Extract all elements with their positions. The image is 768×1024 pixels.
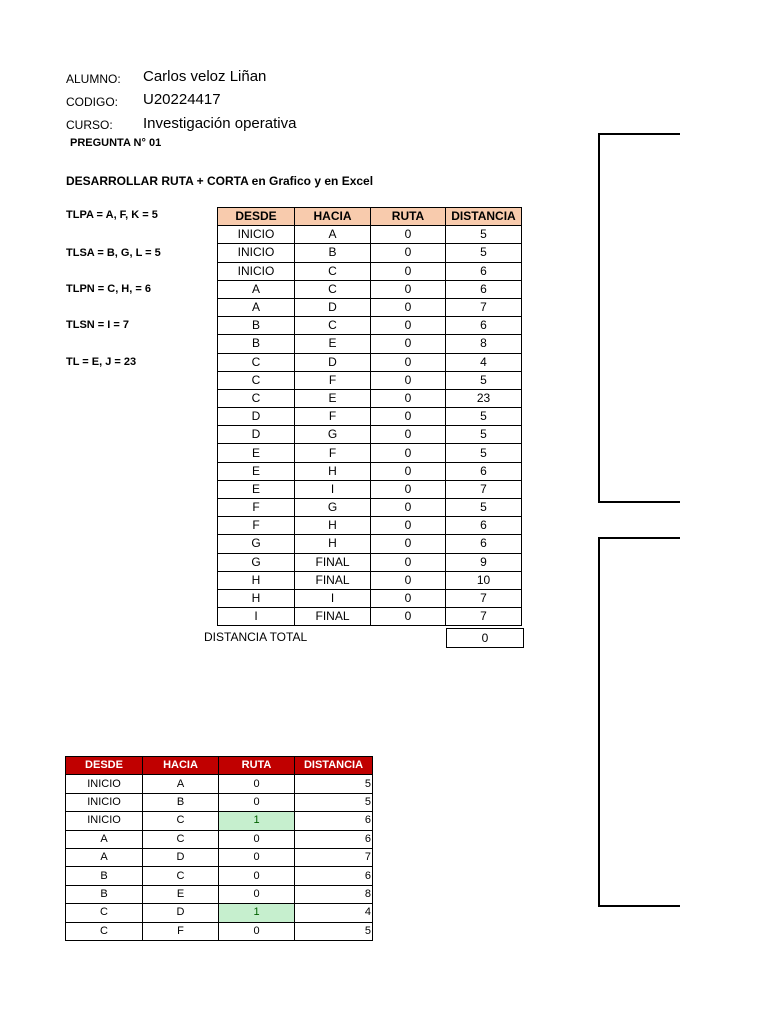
cell-distancia: 8	[295, 885, 373, 903]
cell-hacia: E	[143, 885, 219, 903]
cell-ruta: 0	[371, 571, 446, 589]
shape-box-top	[598, 133, 680, 503]
total-value: 0	[446, 628, 524, 648]
cell-distancia: 6	[446, 535, 522, 553]
cell-distancia: 7	[446, 589, 522, 607]
cell-ruta: 0	[371, 535, 446, 553]
table-row	[218, 426, 522, 444]
curso-label: CURSO:	[66, 118, 113, 132]
note-tlsa: TLSA = B, G, L = 5	[66, 247, 161, 259]
cell-desde: INICIO	[218, 244, 295, 262]
cell-hacia: D	[295, 353, 371, 371]
cell-ruta: 0	[371, 589, 446, 607]
cell-desde: A	[218, 298, 295, 316]
cell-ruta: 0	[371, 226, 446, 244]
cell-distancia: 5	[446, 499, 522, 517]
cell-hacia: H	[295, 535, 371, 553]
col-distancia: DISTANCIA	[446, 208, 522, 226]
table-row	[218, 553, 522, 571]
cell-hacia: G	[295, 499, 371, 517]
cell-hacia: F	[295, 444, 371, 462]
cell-desde: B	[66, 885, 143, 903]
cell-distancia: 5	[295, 793, 373, 811]
cell-ruta: 1	[219, 812, 295, 830]
cell-hacia: B	[143, 793, 219, 811]
cell-distancia: 6	[446, 517, 522, 535]
table-row	[66, 922, 373, 940]
col-ruta: RUTA	[371, 208, 446, 226]
cell-desde: D	[218, 408, 295, 426]
table-row	[218, 389, 522, 407]
cell-hacia: H	[295, 462, 371, 480]
cell-distancia: 5	[446, 426, 522, 444]
cell-desde: B	[66, 867, 143, 885]
cell-hacia: D	[143, 904, 219, 922]
table-row	[66, 904, 373, 922]
table-row	[218, 499, 522, 517]
table-row	[218, 280, 522, 298]
cell-ruta: 0	[371, 444, 446, 462]
cell-ruta: 0	[371, 317, 446, 335]
table-row	[66, 830, 373, 848]
cell-hacia: B	[295, 244, 371, 262]
cell-distancia: 5	[295, 922, 373, 940]
cell-desde: D	[218, 426, 295, 444]
solution-table	[65, 756, 373, 941]
cell-distancia: 5	[295, 775, 373, 793]
cell-ruta: 1	[219, 904, 295, 922]
cell-desde: INICIO	[66, 775, 143, 793]
cell-desde: C	[218, 389, 295, 407]
cell-hacia: FINAL	[295, 608, 371, 626]
cell-hacia: G	[295, 426, 371, 444]
shape-box-bottom	[598, 537, 680, 907]
cell-distancia: 6	[446, 317, 522, 335]
cell-distancia: 6	[446, 262, 522, 280]
cell-hacia: C	[295, 280, 371, 298]
cell-hacia: I	[295, 589, 371, 607]
cell-ruta: 0	[219, 848, 295, 866]
cell-hacia: C	[143, 812, 219, 830]
cell-ruta: 0	[371, 553, 446, 571]
cell-hacia: H	[295, 517, 371, 535]
cell-desde: INICIO	[66, 793, 143, 811]
cell-desde: A	[66, 848, 143, 866]
cell-desde: F	[218, 517, 295, 535]
cell-desde: G	[218, 535, 295, 553]
cell-ruta: 0	[371, 371, 446, 389]
cell-hacia: F	[143, 922, 219, 940]
table-row	[218, 517, 522, 535]
table-row	[218, 353, 522, 371]
table-row	[218, 571, 522, 589]
table-row	[66, 867, 373, 885]
cell-distancia: 4	[446, 353, 522, 371]
cell-ruta: 0	[371, 244, 446, 262]
cell-hacia: A	[295, 226, 371, 244]
table-row	[218, 462, 522, 480]
cell-distancia: 10	[446, 571, 522, 589]
cell-ruta: 0	[371, 262, 446, 280]
cell-distancia: 7	[446, 480, 522, 498]
cell-distancia: 5	[446, 408, 522, 426]
cell-ruta: 0	[219, 885, 295, 903]
cell-hacia: F	[295, 408, 371, 426]
cell-desde: A	[218, 280, 295, 298]
table-row	[218, 589, 522, 607]
pregunta-title: PREGUNTA N° 01	[70, 137, 162, 149]
col-hacia: HACIA	[143, 757, 219, 775]
cell-hacia: D	[295, 298, 371, 316]
table-row	[66, 812, 373, 830]
cell-desde: E	[218, 462, 295, 480]
cell-hacia: C	[143, 830, 219, 848]
table-row	[218, 226, 522, 244]
col-distancia: DISTANCIA	[295, 757, 373, 775]
cell-desde: C	[218, 353, 295, 371]
col-ruta: RUTA	[219, 757, 295, 775]
cell-distancia: 6	[295, 812, 373, 830]
cell-hacia: I	[295, 480, 371, 498]
curso-value: Investigación operativa	[143, 115, 297, 132]
cell-distancia: 8	[446, 335, 522, 353]
table-row	[218, 608, 522, 626]
cell-distancia: 7	[446, 298, 522, 316]
total-label: DISTANCIA TOTAL	[204, 630, 308, 644]
note-tlsn: TLSN = I = 7	[66, 319, 129, 331]
cell-ruta: 0	[371, 426, 446, 444]
cell-ruta: 0	[371, 335, 446, 353]
cell-ruta: 0	[219, 775, 295, 793]
cell-desde: INICIO	[218, 262, 295, 280]
cell-desde: H	[218, 589, 295, 607]
cell-desde: I	[218, 608, 295, 626]
cell-distancia: 5	[446, 444, 522, 462]
table-row	[66, 793, 373, 811]
table-row	[218, 535, 522, 553]
col-hacia: HACIA	[295, 208, 371, 226]
table-header-row	[66, 757, 373, 775]
cell-distancia: 4	[295, 904, 373, 922]
cell-distancia: 5	[446, 244, 522, 262]
table-row	[66, 885, 373, 903]
cell-distancia: 9	[446, 553, 522, 571]
cell-desde: C	[218, 371, 295, 389]
cell-desde: E	[218, 444, 295, 462]
cell-desde: B	[218, 317, 295, 335]
table-row	[218, 444, 522, 462]
table-row	[66, 848, 373, 866]
cell-desde: C	[66, 904, 143, 922]
col-desde: DESDE	[218, 208, 295, 226]
table-row	[218, 371, 522, 389]
cell-desde: INICIO	[218, 226, 295, 244]
cell-ruta: 0	[219, 793, 295, 811]
cell-hacia: C	[143, 867, 219, 885]
cell-hacia: F	[295, 371, 371, 389]
cell-desde: C	[66, 922, 143, 940]
cell-ruta: 0	[371, 462, 446, 480]
cell-hacia: FINAL	[295, 553, 371, 571]
table-row	[218, 262, 522, 280]
cell-desde: F	[218, 499, 295, 517]
cell-ruta: 0	[371, 389, 446, 407]
cell-hacia: E	[295, 389, 371, 407]
cell-ruta: 0	[371, 298, 446, 316]
col-desde: DESDE	[66, 757, 143, 775]
table-header-row	[218, 208, 522, 226]
cell-distancia: 5	[446, 226, 522, 244]
cell-ruta: 0	[371, 517, 446, 535]
cell-desde: H	[218, 571, 295, 589]
cell-distancia: 6	[295, 867, 373, 885]
note-tl: TL = E, J = 23	[66, 356, 137, 368]
cell-desde: G	[218, 553, 295, 571]
cell-ruta: 0	[371, 480, 446, 498]
cell-ruta: 0	[371, 353, 446, 371]
cell-desde: INICIO	[66, 812, 143, 830]
alumno-label: ALUMNO:	[66, 72, 121, 86]
cell-distancia: 6	[295, 830, 373, 848]
alumno-value: Carlos veloz Liñan	[143, 68, 267, 85]
table-row	[218, 244, 522, 262]
codigo-label: CODIGO:	[66, 95, 119, 109]
cell-ruta: 0	[219, 922, 295, 940]
cell-ruta: 0	[371, 608, 446, 626]
table-row	[218, 408, 522, 426]
table-row	[218, 317, 522, 335]
cell-distancia: 6	[446, 280, 522, 298]
cell-ruta: 0	[371, 408, 446, 426]
table-row	[218, 480, 522, 498]
instruction-text: DESARROLLAR RUTA + CORTA en Grafico y en Excel	[66, 174, 374, 188]
table-row	[218, 298, 522, 316]
cell-hacia: E	[295, 335, 371, 353]
cell-hacia: FINAL	[295, 571, 371, 589]
cell-ruta: 0	[371, 499, 446, 517]
cell-ruta: 0	[219, 830, 295, 848]
cell-distancia: 23	[446, 389, 522, 407]
note-tlpn: TLPN = C, H, = 6	[66, 283, 151, 295]
table-row	[66, 775, 373, 793]
table-row	[218, 335, 522, 353]
cell-ruta: 0	[371, 280, 446, 298]
cell-distancia: 7	[446, 608, 522, 626]
cell-distancia: 7	[295, 848, 373, 866]
cell-hacia: A	[143, 775, 219, 793]
codigo-value: U20224417	[143, 91, 221, 108]
cell-hacia: D	[143, 848, 219, 866]
cell-hacia: C	[295, 317, 371, 335]
cell-desde: E	[218, 480, 295, 498]
routes-table	[217, 207, 522, 626]
cell-desde: A	[66, 830, 143, 848]
cell-hacia: C	[295, 262, 371, 280]
cell-desde: B	[218, 335, 295, 353]
cell-distancia: 6	[446, 462, 522, 480]
cell-distancia: 5	[446, 371, 522, 389]
note-tlpa: TLPA = A, F, K = 5	[66, 209, 158, 221]
cell-ruta: 0	[219, 867, 295, 885]
